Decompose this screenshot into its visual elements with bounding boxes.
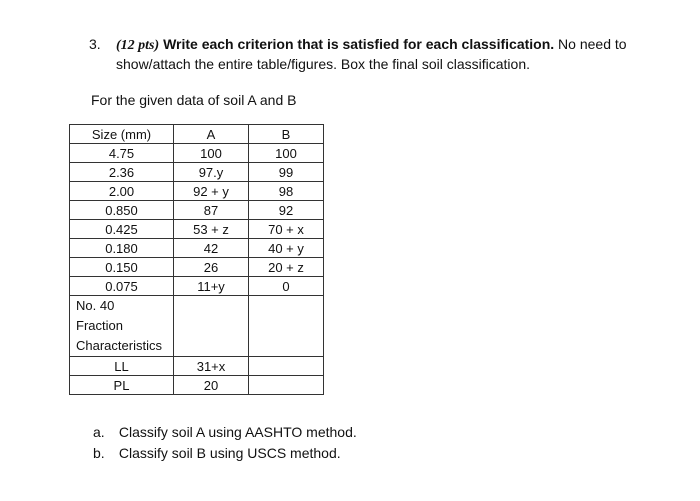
soil-b-cell: 98 (249, 182, 324, 201)
soil-b-cell: 99 (249, 163, 324, 182)
question-number: 3. (89, 36, 101, 52)
pl-label: PL (70, 376, 174, 395)
soil-a-cell (174, 296, 249, 357)
header-soil-b: B (249, 125, 324, 144)
question-line-2: show/attach the entire table/figures. Box the final soil classification. (116, 56, 530, 72)
question-note: No need to (558, 36, 627, 52)
table-row (70, 144, 324, 163)
part-text: Classify soil A using AASHTO method. (118, 424, 357, 440)
question-line-1 (116, 34, 627, 56)
soil-b-cell (249, 357, 324, 376)
size-cell: 0.425 (70, 220, 174, 239)
size-cell: 0.075 (70, 277, 174, 296)
part-text: Classify soil B using USCS method. (118, 445, 341, 461)
size-cell: 4.75 (70, 144, 174, 163)
size-cell: 0.850 (70, 201, 174, 220)
table-row (70, 258, 324, 277)
soil-a-cell: 87 (174, 201, 249, 220)
soil-b-cell: 70 + x (249, 220, 324, 239)
soil-b-cell: 40 + y (249, 239, 324, 258)
table-row (70, 163, 324, 182)
soil-b-cell: 100 (249, 144, 324, 163)
part-item (93, 443, 357, 464)
soil-a-cell: 42 (174, 239, 249, 258)
size-cell: 2.36 (70, 163, 174, 182)
table-row (70, 182, 324, 201)
fraction-label-line: Characteristics (76, 338, 162, 353)
soil-b-cell (249, 376, 324, 395)
soil-a-cell: 26 (174, 258, 249, 277)
table-row (70, 277, 324, 296)
soil-a-cell: 97.y (174, 163, 249, 182)
part-letter: a. (93, 424, 105, 440)
soil-b-cell: 92 (249, 201, 324, 220)
size-cell: 0.180 (70, 239, 174, 258)
question-instruction: Write each criterion that is satisfied for each classification. (163, 36, 555, 52)
table-row (70, 220, 324, 239)
soil-a-cell: 11+y (174, 277, 249, 296)
fraction-characteristics-label (70, 296, 174, 357)
table-row (70, 239, 324, 258)
intro-text: For the given data of soil A and B (91, 92, 297, 108)
liquid-limit-row (70, 357, 324, 376)
sieve-data-table (69, 124, 324, 395)
header-soil-a: A (174, 125, 249, 144)
header-size: Size (mm) (70, 125, 174, 144)
question-parts (93, 422, 357, 464)
soil-b-cell: 0 (249, 277, 324, 296)
soil-a-cell: 92 + y (174, 182, 249, 201)
soil-a-cell: 53 + z (174, 220, 249, 239)
size-cell: 0.150 (70, 258, 174, 277)
ll-label: LL (70, 357, 174, 376)
plastic-limit-row (70, 376, 324, 395)
size-cell: 2.00 (70, 182, 174, 201)
fraction-label-line: No. 40 (76, 298, 115, 313)
soil-a-cell: 100 (174, 144, 249, 163)
part-letter: b. (93, 445, 105, 461)
soil-a-cell: 31+x (174, 357, 249, 376)
soil-b-cell: 20 + z (249, 258, 324, 277)
soil-b-cell (249, 296, 324, 357)
part-item (93, 422, 357, 443)
question-points: (12 pts) (116, 38, 160, 53)
fraction-characteristics-row (70, 296, 324, 357)
table-header-row (70, 125, 324, 144)
table-row (70, 201, 324, 220)
soil-a-cell: 20 (174, 376, 249, 395)
fraction-label-line: Fraction (76, 318, 123, 333)
